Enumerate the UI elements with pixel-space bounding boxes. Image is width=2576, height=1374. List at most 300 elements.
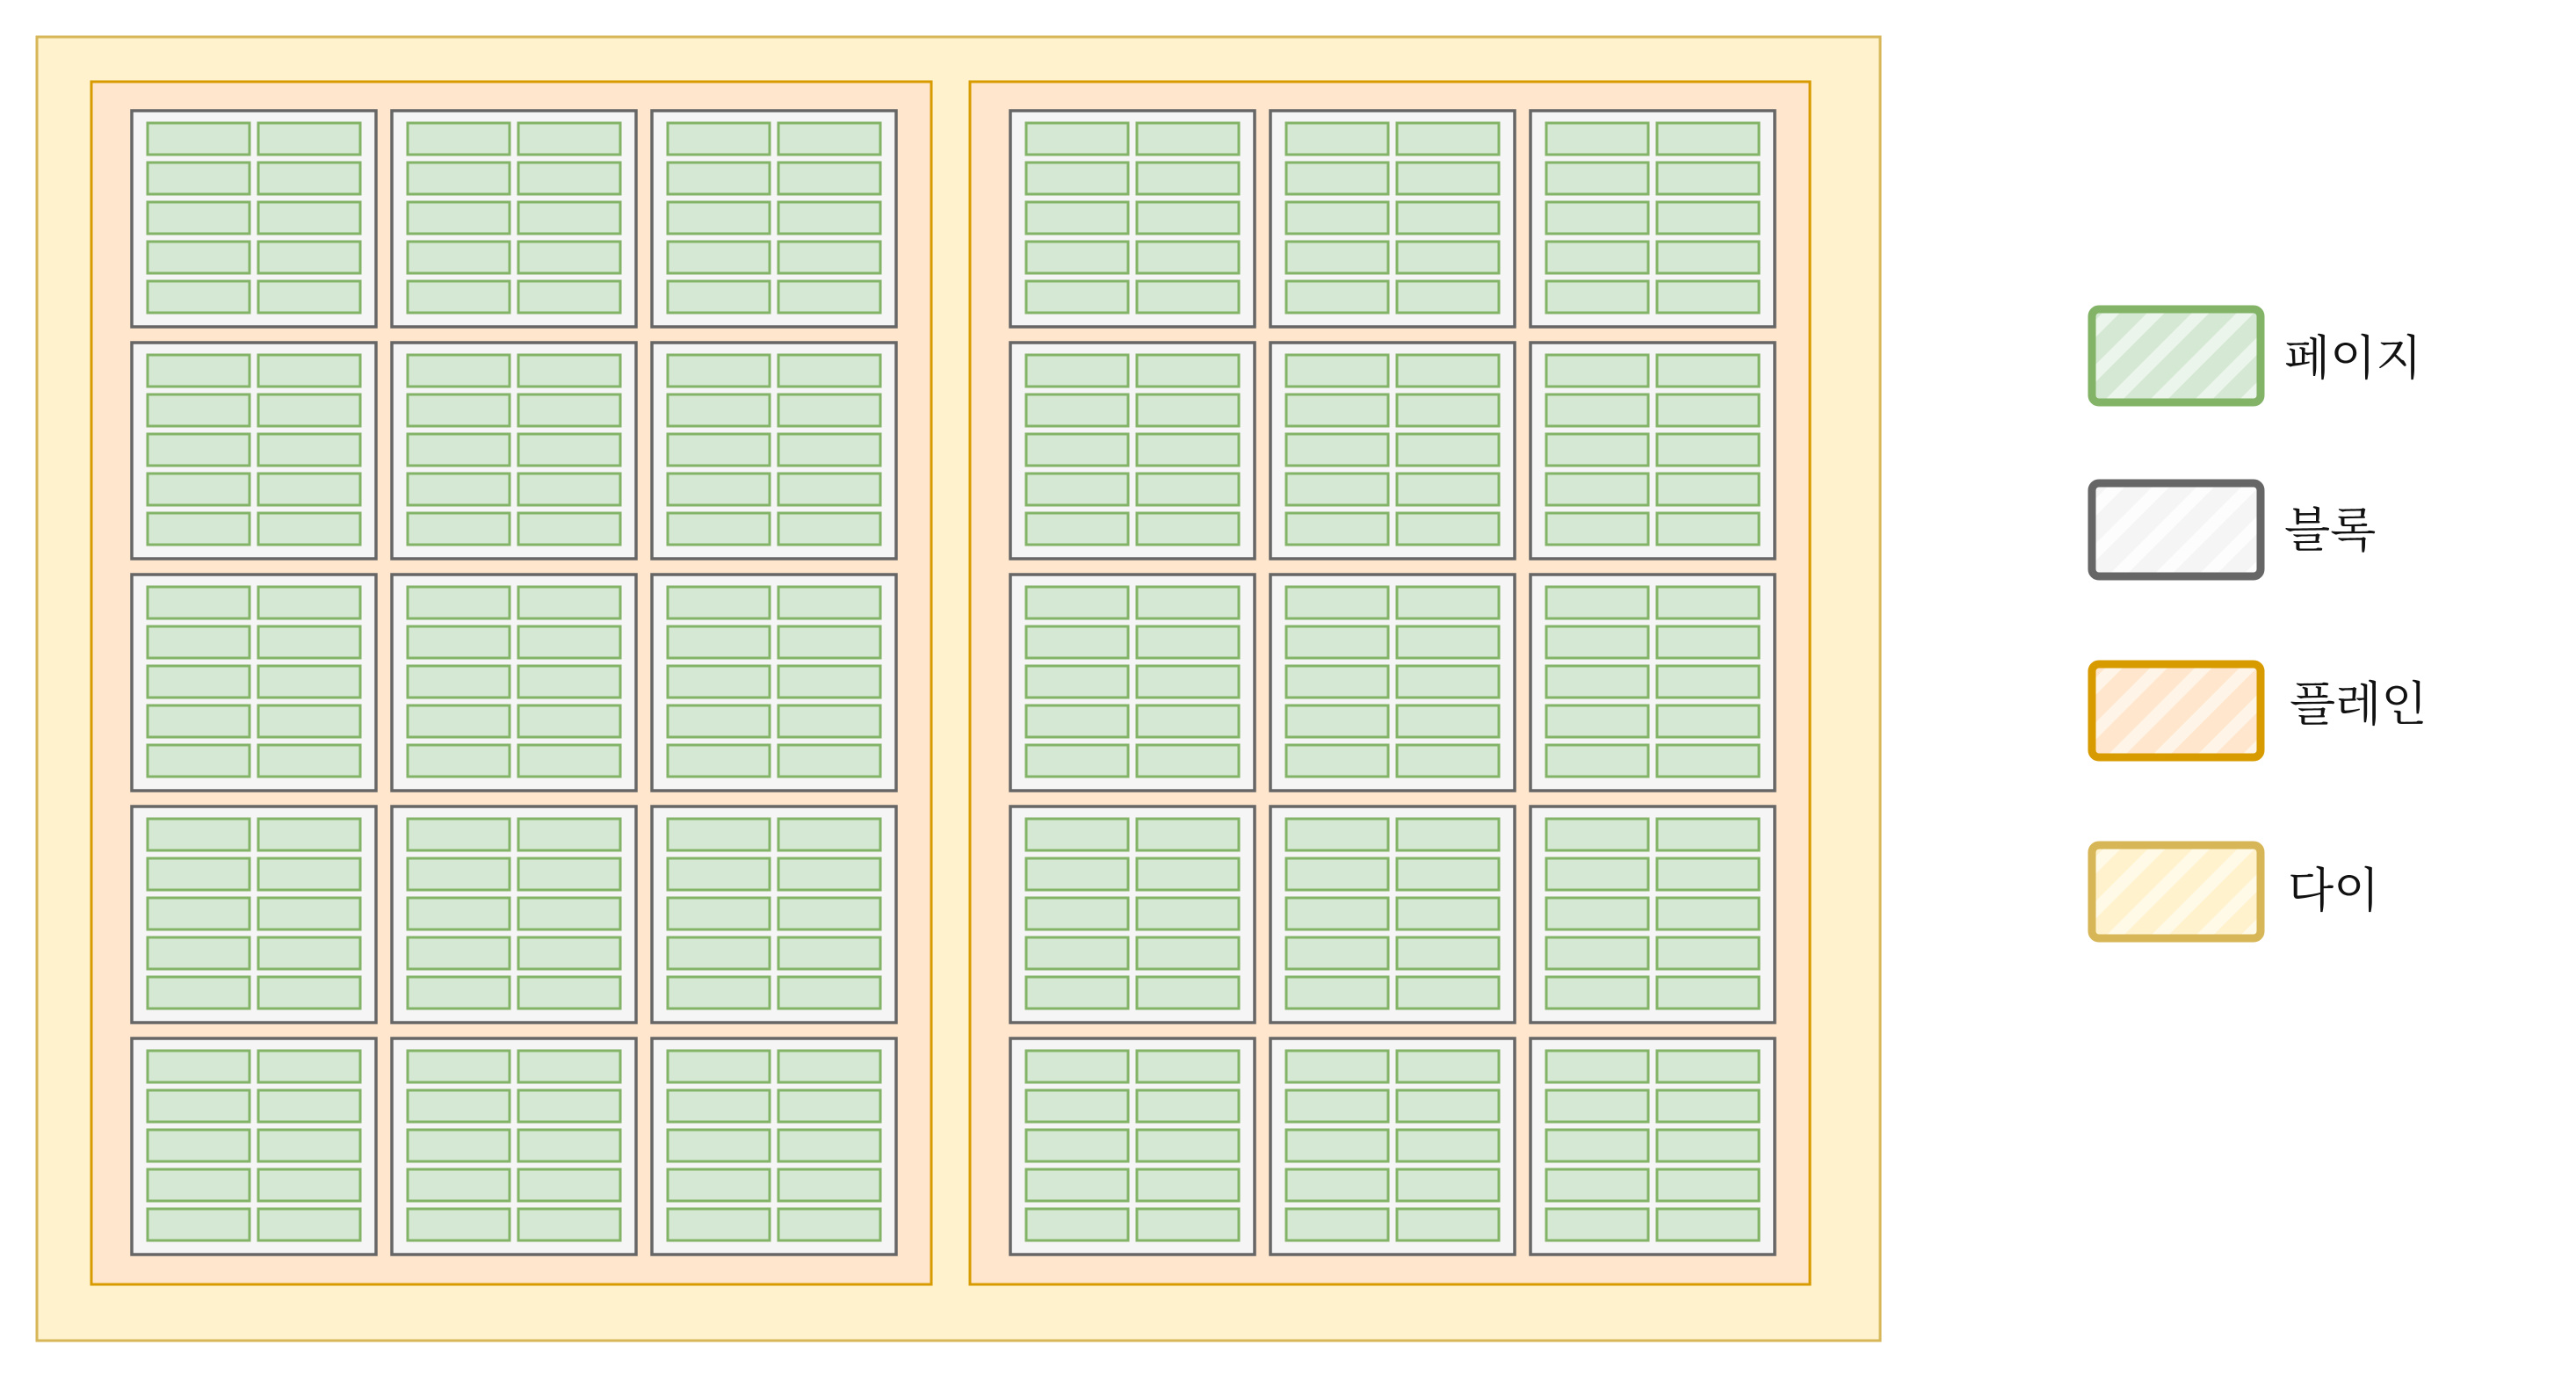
- page: [1397, 1209, 1499, 1240]
- page: [1026, 1051, 1128, 1082]
- page: [1137, 1130, 1239, 1161]
- page: [1546, 1051, 1648, 1082]
- page: [408, 937, 510, 969]
- legend-swatch-plane: [2092, 664, 2261, 757]
- page: [518, 937, 620, 969]
- page: [1546, 666, 1648, 698]
- page: [1397, 1051, 1499, 1082]
- page: [148, 513, 250, 545]
- page: [148, 163, 250, 194]
- page: [1397, 202, 1499, 234]
- page: [1546, 1209, 1648, 1240]
- page: [668, 1051, 770, 1082]
- page: [518, 898, 620, 929]
- page: [1546, 1169, 1648, 1201]
- page: [778, 1209, 880, 1240]
- page: [408, 1169, 510, 1201]
- page: [408, 1209, 510, 1240]
- page: [1137, 242, 1239, 273]
- page: [1397, 666, 1499, 698]
- page: [1026, 977, 1128, 1009]
- page: [1657, 355, 1759, 387]
- page: [1026, 626, 1128, 658]
- legend-swatch-page: [2092, 309, 2261, 402]
- page: [668, 666, 770, 698]
- page: [1137, 474, 1239, 505]
- page: [148, 123, 250, 155]
- legend-item-page: [2092, 309, 2422, 402]
- page: [1137, 202, 1239, 234]
- page: [1286, 819, 1388, 850]
- page: [1657, 281, 1759, 313]
- page: [668, 587, 770, 618]
- page: [518, 977, 620, 1009]
- page: [408, 434, 510, 466]
- page: [1657, 898, 1759, 929]
- page: [668, 355, 770, 387]
- page: [408, 858, 510, 890]
- page: [518, 202, 620, 234]
- page: [1397, 242, 1499, 273]
- page: [1397, 163, 1499, 194]
- page: [1026, 666, 1128, 698]
- page: [148, 977, 250, 1009]
- page: [148, 474, 250, 505]
- page: [258, 242, 360, 273]
- page: [1137, 1090, 1239, 1122]
- page: [1286, 474, 1388, 505]
- page: [1137, 123, 1239, 155]
- page: [148, 858, 250, 890]
- page: [1286, 202, 1388, 234]
- page: [148, 1209, 250, 1240]
- page: [1546, 898, 1648, 929]
- page: [1026, 202, 1128, 234]
- page: [778, 513, 880, 545]
- page: [1657, 513, 1759, 545]
- page: [1026, 1169, 1128, 1201]
- page: [1286, 513, 1388, 545]
- page: [778, 819, 880, 850]
- page: [668, 977, 770, 1009]
- page: [778, 1090, 880, 1122]
- page: [778, 977, 880, 1009]
- page: [518, 626, 620, 658]
- page: [668, 858, 770, 890]
- page: [408, 819, 510, 850]
- page: [258, 163, 360, 194]
- page: [1286, 281, 1388, 313]
- page: [1657, 163, 1759, 194]
- page: [1137, 163, 1239, 194]
- page: [408, 394, 510, 426]
- page: [408, 1051, 510, 1082]
- page: [518, 858, 620, 890]
- page: [148, 242, 250, 273]
- page: [1137, 745, 1239, 777]
- page: [668, 1209, 770, 1240]
- page: [148, 745, 250, 777]
- page: [1286, 123, 1388, 155]
- page: [1286, 434, 1388, 466]
- page: [1546, 937, 1648, 969]
- page: [778, 242, 880, 273]
- page: [668, 1169, 770, 1201]
- page: [1026, 394, 1128, 426]
- page: [1286, 626, 1388, 658]
- page: [1026, 587, 1128, 618]
- page: [1397, 977, 1499, 1009]
- page: [258, 858, 360, 890]
- page: [1397, 474, 1499, 505]
- page: [668, 394, 770, 426]
- page: [778, 434, 880, 466]
- page: [1546, 626, 1648, 658]
- page: [148, 898, 250, 929]
- page: [408, 1090, 510, 1122]
- page: [1546, 163, 1648, 194]
- page: [148, 1169, 250, 1201]
- page: [1657, 1209, 1759, 1240]
- page: [1137, 394, 1239, 426]
- page: [1657, 123, 1759, 155]
- page: [518, 163, 620, 194]
- page: [148, 394, 250, 426]
- page: [1286, 355, 1388, 387]
- page: [518, 1209, 620, 1240]
- page: [258, 666, 360, 698]
- page: [408, 123, 510, 155]
- page: [1546, 513, 1648, 545]
- page: [1397, 1130, 1499, 1161]
- page: [518, 1090, 620, 1122]
- page: [778, 587, 880, 618]
- page: [778, 281, 880, 313]
- page: [1286, 1169, 1388, 1201]
- page: [148, 1051, 250, 1082]
- page: [1137, 434, 1239, 466]
- page: [258, 355, 360, 387]
- page: [1286, 977, 1388, 1009]
- page: [1286, 163, 1388, 194]
- page: [778, 123, 880, 155]
- page: [1657, 977, 1759, 1009]
- page: [778, 898, 880, 929]
- page: [668, 242, 770, 273]
- page: [408, 242, 510, 273]
- page: [668, 163, 770, 194]
- page: [1286, 666, 1388, 698]
- page: [1546, 123, 1648, 155]
- page: [1397, 626, 1499, 658]
- page: [1026, 1209, 1128, 1240]
- page: [778, 355, 880, 387]
- page: [1657, 1090, 1759, 1122]
- page: [1026, 1090, 1128, 1122]
- page: [1137, 1051, 1239, 1082]
- page: [1286, 1090, 1388, 1122]
- page: [148, 355, 250, 387]
- page: [1137, 1169, 1239, 1201]
- page: [518, 513, 620, 545]
- page: [778, 858, 880, 890]
- page: [1657, 242, 1759, 273]
- legend-item-plane: [2092, 664, 2428, 757]
- page: [148, 1090, 250, 1122]
- page: [668, 705, 770, 737]
- page: [408, 202, 510, 234]
- page: [148, 666, 250, 698]
- page: [1397, 513, 1499, 545]
- page: [668, 1090, 770, 1122]
- page: [258, 434, 360, 466]
- page: [1657, 1051, 1759, 1082]
- page: [1546, 434, 1648, 466]
- page: [258, 587, 360, 618]
- page: [1657, 202, 1759, 234]
- page: [408, 666, 510, 698]
- page: [258, 626, 360, 658]
- page: [258, 937, 360, 969]
- page: [408, 163, 510, 194]
- page: [668, 1130, 770, 1161]
- legend-label-page: 페이지: [2284, 330, 2422, 386]
- page: [1286, 1209, 1388, 1240]
- page: [1657, 474, 1759, 505]
- page: [668, 937, 770, 969]
- page: [408, 513, 510, 545]
- page: [668, 513, 770, 545]
- page: [148, 281, 250, 313]
- page: [1026, 705, 1128, 737]
- page: [1546, 242, 1648, 273]
- page: [1397, 587, 1499, 618]
- page: [148, 434, 250, 466]
- page: [668, 626, 770, 658]
- page: [1137, 513, 1239, 545]
- page: [258, 1130, 360, 1161]
- page: [668, 434, 770, 466]
- legend-swatch-block: [2092, 483, 2261, 576]
- page: [1137, 587, 1239, 618]
- page: [1397, 281, 1499, 313]
- page: [1137, 355, 1239, 387]
- page: [148, 587, 250, 618]
- page: [148, 626, 250, 658]
- page: [258, 474, 360, 505]
- page: [1286, 1130, 1388, 1161]
- page: [778, 666, 880, 698]
- legend-label-plane: 플레인: [2290, 676, 2428, 732]
- page: [1397, 937, 1499, 969]
- page: [1137, 858, 1239, 890]
- page: [408, 355, 510, 387]
- page: [518, 587, 620, 618]
- page: [668, 202, 770, 234]
- page: [258, 819, 360, 850]
- page: [1397, 394, 1499, 426]
- page: [148, 705, 250, 737]
- page: [258, 513, 360, 545]
- page: [1026, 123, 1128, 155]
- page: [778, 937, 880, 969]
- page: [1397, 434, 1499, 466]
- page: [1657, 858, 1759, 890]
- page: [1657, 705, 1759, 737]
- page: [778, 163, 880, 194]
- legend-label-die: 다이: [2288, 863, 2380, 918]
- page: [1137, 626, 1239, 658]
- page: [258, 1051, 360, 1082]
- page: [1137, 819, 1239, 850]
- page: [1026, 1130, 1128, 1161]
- page: [1137, 705, 1239, 737]
- legend-swatch-die: [2092, 845, 2261, 938]
- page: [1397, 745, 1499, 777]
- page: [1137, 937, 1239, 969]
- page: [1657, 1169, 1759, 1201]
- page: [1137, 1209, 1239, 1240]
- page: [778, 394, 880, 426]
- page: [408, 1130, 510, 1161]
- page: [1286, 705, 1388, 737]
- page: [258, 123, 360, 155]
- page: [1397, 858, 1499, 890]
- page: [778, 1130, 880, 1161]
- page: [518, 1130, 620, 1161]
- page: [1546, 819, 1648, 850]
- page: [1286, 587, 1388, 618]
- page: [518, 1169, 620, 1201]
- page: [1286, 858, 1388, 890]
- page: [668, 474, 770, 505]
- legend-item-die: [2092, 845, 2379, 938]
- page: [1026, 858, 1128, 890]
- page: [518, 666, 620, 698]
- page: [408, 705, 510, 737]
- page: [518, 355, 620, 387]
- page: [1546, 858, 1648, 890]
- page: [1657, 434, 1759, 466]
- page: [1026, 474, 1128, 505]
- page: [408, 626, 510, 658]
- page: [1286, 937, 1388, 969]
- page: [1397, 123, 1499, 155]
- page: [1026, 163, 1128, 194]
- legend-label-block: 블록: [2284, 503, 2377, 558]
- page: [1137, 977, 1239, 1009]
- page: [518, 474, 620, 505]
- page: [408, 587, 510, 618]
- page: [1026, 819, 1128, 850]
- page: [1397, 705, 1499, 737]
- page: [1286, 745, 1388, 777]
- page: [1026, 937, 1128, 969]
- page: [1546, 394, 1648, 426]
- page: [518, 123, 620, 155]
- page: [778, 1051, 880, 1082]
- page: [1546, 745, 1648, 777]
- page: [518, 394, 620, 426]
- page: [258, 705, 360, 737]
- legend-item-block: [2092, 483, 2376, 576]
- page: [1026, 355, 1128, 387]
- page: [1546, 587, 1648, 618]
- page: [258, 281, 360, 313]
- page: [258, 745, 360, 777]
- page: [1137, 898, 1239, 929]
- page: [778, 745, 880, 777]
- page: [1286, 898, 1388, 929]
- page: [1286, 1051, 1388, 1082]
- page: [518, 242, 620, 273]
- page: [1397, 355, 1499, 387]
- page: [778, 202, 880, 234]
- page: [1026, 434, 1128, 466]
- page: [1026, 242, 1128, 273]
- page: [1657, 626, 1759, 658]
- page: [258, 1209, 360, 1240]
- page: [1026, 898, 1128, 929]
- page: [668, 281, 770, 313]
- page: [1397, 819, 1499, 850]
- page: [1286, 394, 1388, 426]
- page: [408, 898, 510, 929]
- page: [258, 1090, 360, 1122]
- page: [668, 819, 770, 850]
- page: [1397, 1169, 1499, 1201]
- page: [148, 202, 250, 234]
- page: [1657, 666, 1759, 698]
- die-layer: [37, 37, 1880, 1341]
- page: [1137, 666, 1239, 698]
- page: [1546, 281, 1648, 313]
- page: [1657, 819, 1759, 850]
- page: [1546, 977, 1648, 1009]
- page: [1026, 513, 1128, 545]
- page: [408, 474, 510, 505]
- page: [148, 1130, 250, 1161]
- page: [518, 1051, 620, 1082]
- page: [778, 626, 880, 658]
- page: [668, 898, 770, 929]
- page: [778, 705, 880, 737]
- legend: [2092, 309, 2428, 938]
- page: [1546, 1130, 1648, 1161]
- page: [518, 434, 620, 466]
- page: [518, 281, 620, 313]
- page: [1657, 937, 1759, 969]
- page: [258, 898, 360, 929]
- page: [1286, 242, 1388, 273]
- page: [1026, 281, 1128, 313]
- page: [778, 474, 880, 505]
- page: [668, 745, 770, 777]
- page: [518, 705, 620, 737]
- page: [408, 281, 510, 313]
- page: [1657, 745, 1759, 777]
- page: [1546, 355, 1648, 387]
- page: [1657, 394, 1759, 426]
- page: [778, 1169, 880, 1201]
- page: [1546, 202, 1648, 234]
- page: [408, 977, 510, 1009]
- page: [1546, 1090, 1648, 1122]
- page: [1397, 1090, 1499, 1122]
- page: [518, 745, 620, 777]
- page: [408, 745, 510, 777]
- page: [518, 819, 620, 850]
